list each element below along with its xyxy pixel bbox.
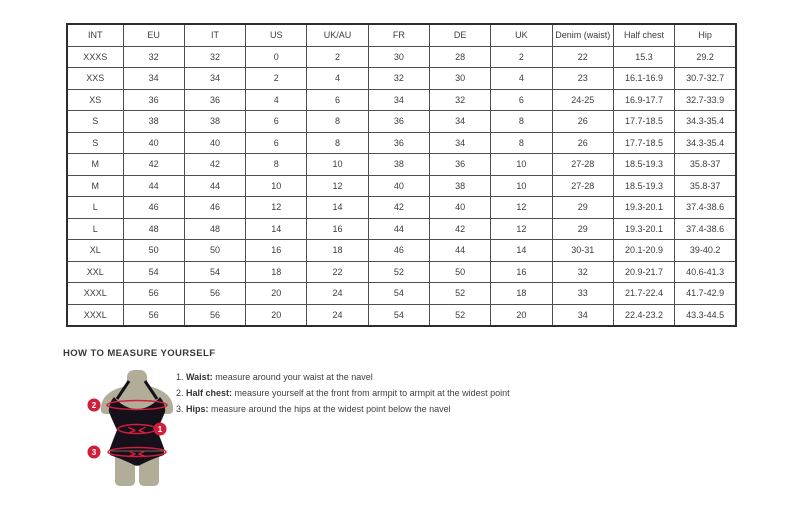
size-cell: 16.9-17.7 [613,89,674,111]
size-cell: 54 [368,304,429,326]
size-cell: 56 [184,283,245,305]
size-cell: 12 [491,197,552,219]
size-cell: 24-25 [552,89,613,111]
step-label: Waist: [186,372,213,382]
size-cell: 52 [429,304,490,326]
size-cell: 32 [368,68,429,90]
size-cell: 38 [123,111,184,133]
column-header: IT [184,24,245,46]
column-header: FR [368,24,429,46]
size-cell: 2 [307,46,368,68]
size-row [67,89,736,111]
size-cell: 34.3-35.4 [675,132,736,154]
step-label: Half chest: [186,388,233,398]
size-cell: 17.7-18.5 [613,111,674,133]
size-cell: S [67,132,123,154]
size-cell: 20 [246,283,307,305]
size-cell: 27-28 [552,175,613,197]
size-row [67,304,736,326]
column-header: DE [429,24,490,46]
measure-step [176,369,510,385]
size-cell: 17.7-18.5 [613,132,674,154]
size-cell: 54 [123,261,184,283]
size-cell: 32.7-33.9 [675,89,736,111]
size-cell: 22 [307,261,368,283]
size-cell: 44 [123,175,184,197]
measurement-figure [80,368,190,490]
size-cell: 42 [123,154,184,176]
size-cell: XXL [67,261,123,283]
size-cell: 30 [429,68,490,90]
size-cell: 34 [429,132,490,154]
size-cell: 21.7-22.4 [613,283,674,305]
size-chart-header-row [67,24,736,46]
measure-section-title: HOW TO MEASURE YOURSELF [63,348,216,359]
size-cell: S [67,111,123,133]
size-cell: 18 [246,261,307,283]
measure-steps-list [176,369,510,417]
size-cell: 8 [307,132,368,154]
size-cell: 34.3-35.4 [675,111,736,133]
measure-step [176,401,510,417]
size-cell: XXXS [67,46,123,68]
size-cell: 14 [491,240,552,262]
size-cell: 26 [552,111,613,133]
size-cell: 18 [491,283,552,305]
column-header: Hip [675,24,736,46]
size-cell: 37.4-38.6 [675,218,736,240]
size-cell: 50 [429,261,490,283]
size-cell: 54 [184,261,245,283]
size-cell: 50 [123,240,184,262]
size-cell: L [67,218,123,240]
mannequin-illustration [80,368,190,490]
size-cell: 29 [552,218,613,240]
size-row [67,261,736,283]
size-cell: 36 [429,154,490,176]
size-cell: 36 [123,89,184,111]
size-cell: 40 [123,132,184,154]
size-cell: 22.4-23.2 [613,304,674,326]
size-cell: 22 [552,46,613,68]
size-cell: 46 [123,197,184,219]
size-cell: M [67,154,123,176]
size-cell: 28 [429,46,490,68]
size-cell: 8 [491,111,552,133]
size-cell: 6 [246,111,307,133]
size-cell: 42 [184,154,245,176]
size-cell: 36 [368,111,429,133]
size-cell: 38 [368,154,429,176]
size-cell: XXXL [67,304,123,326]
size-row [67,68,736,90]
size-cell: 44 [368,218,429,240]
size-cell: 4 [246,89,307,111]
step-label: Hips: [186,404,209,414]
size-cell: 48 [123,218,184,240]
size-cell: 29.2 [675,46,736,68]
size-cell: 2 [491,46,552,68]
size-cell: 40 [368,175,429,197]
column-header: INT [67,24,123,46]
size-cell: 42 [368,197,429,219]
size-cell: 18.5-19.3 [613,154,674,176]
size-row [67,197,736,219]
size-cell: 40.6-41.3 [675,261,736,283]
size-cell: 10 [246,175,307,197]
size-cell: 36 [184,89,245,111]
step-number: 2. [176,388,187,398]
size-cell: 0 [246,46,307,68]
size-cell: 16.1-16.9 [613,68,674,90]
step-number: 1. [176,372,187,382]
size-cell: 56 [123,304,184,326]
size-cell: M [67,175,123,197]
size-cell: 33 [552,283,613,305]
size-cell: 43.3-44.5 [675,304,736,326]
size-cell: 34 [184,68,245,90]
column-header: Denim (waist) [552,24,613,46]
size-cell: 12 [307,175,368,197]
size-cell: XXS [67,68,123,90]
size-cell: 16 [246,240,307,262]
size-cell: 10 [491,175,552,197]
size-row [67,218,736,240]
size-row [67,154,736,176]
step-text: measure around your waist at the navel [212,372,373,382]
size-cell: 34 [429,111,490,133]
size-cell: 52 [368,261,429,283]
size-cell: 30-31 [552,240,613,262]
size-cell: 24 [307,283,368,305]
size-cell: L [67,197,123,219]
size-cell: 24 [307,304,368,326]
hips-badge-number: 3 [91,448,97,457]
column-header: US [246,24,307,46]
size-cell: 48 [184,218,245,240]
size-cell: 16 [491,261,552,283]
step-text: measure yourself at the front from armpit to armpit at the widest point [232,388,510,398]
size-cell: 35.8-37 [675,154,736,176]
size-cell: 19.3-20.1 [613,218,674,240]
size-cell: 26 [552,132,613,154]
chest-badge-number: 2 [91,401,97,410]
size-cell: 36 [368,132,429,154]
size-cell: 44 [184,175,245,197]
size-row [67,283,736,305]
size-cell: 14 [307,197,368,219]
column-header: UK [491,24,552,46]
step-number: 3. [176,404,187,414]
size-cell: 30.7-32.7 [675,68,736,90]
size-row [67,132,736,154]
size-cell: 38 [184,111,245,133]
measure-step [176,385,510,401]
size-cell: 18.5-19.3 [613,175,674,197]
column-header: EU [123,24,184,46]
size-cell: 30 [368,46,429,68]
step-text: measure around the hips at the widest point below the navel [208,404,451,414]
size-row [67,175,736,197]
size-cell: 32 [123,46,184,68]
size-cell: XL [67,240,123,262]
size-cell: 14 [246,218,307,240]
column-header: Half chest [613,24,674,46]
size-cell: 8 [307,111,368,133]
size-cell: 6 [307,89,368,111]
size-cell: 56 [123,283,184,305]
size-cell: 18 [307,240,368,262]
size-cell: 15.3 [613,46,674,68]
size-cell: 6 [491,89,552,111]
size-cell: 42 [429,218,490,240]
size-cell: 4 [491,68,552,90]
size-cell: 37.4-38.6 [675,197,736,219]
size-cell: 52 [429,283,490,305]
size-cell: 44 [429,240,490,262]
size-cell: 27-28 [552,154,613,176]
size-cell: 32 [429,89,490,111]
size-cell: 35.8-37 [675,175,736,197]
size-cell: 20.1-20.9 [613,240,674,262]
size-cell: XS [67,89,123,111]
size-cell: 40 [429,197,490,219]
size-cell: 46 [184,197,245,219]
size-cell: 32 [552,261,613,283]
size-cell: 50 [184,240,245,262]
size-cell: 23 [552,68,613,90]
size-cell: 56 [184,304,245,326]
size-cell: 6 [246,132,307,154]
size-cell: XXXL [67,283,123,305]
size-cell: 20.9-21.7 [613,261,674,283]
size-chart-table [66,23,737,327]
size-row [67,46,736,68]
size-cell: 4 [307,68,368,90]
size-cell: 46 [368,240,429,262]
size-cell: 41.7-42.9 [675,283,736,305]
size-row [67,111,736,133]
size-cell: 20 [246,304,307,326]
size-cell: 34 [123,68,184,90]
size-cell: 54 [368,283,429,305]
size-cell: 40 [184,132,245,154]
size-cell: 16 [307,218,368,240]
waist-badge-number: 1 [157,425,163,434]
size-cell: 34 [552,304,613,326]
column-header: UK/AU [307,24,368,46]
size-cell: 12 [491,218,552,240]
size-cell: 8 [491,132,552,154]
size-cell: 8 [246,154,307,176]
size-cell: 38 [429,175,490,197]
size-cell: 20 [491,304,552,326]
size-cell: 10 [491,154,552,176]
size-row [67,240,736,262]
size-cell: 34 [368,89,429,111]
size-cell: 2 [246,68,307,90]
size-cell: 39-40.2 [675,240,736,262]
size-cell: 29 [552,197,613,219]
size-cell: 19.3-20.1 [613,197,674,219]
size-cell: 12 [246,197,307,219]
size-cell: 32 [184,46,245,68]
size-cell: 10 [307,154,368,176]
